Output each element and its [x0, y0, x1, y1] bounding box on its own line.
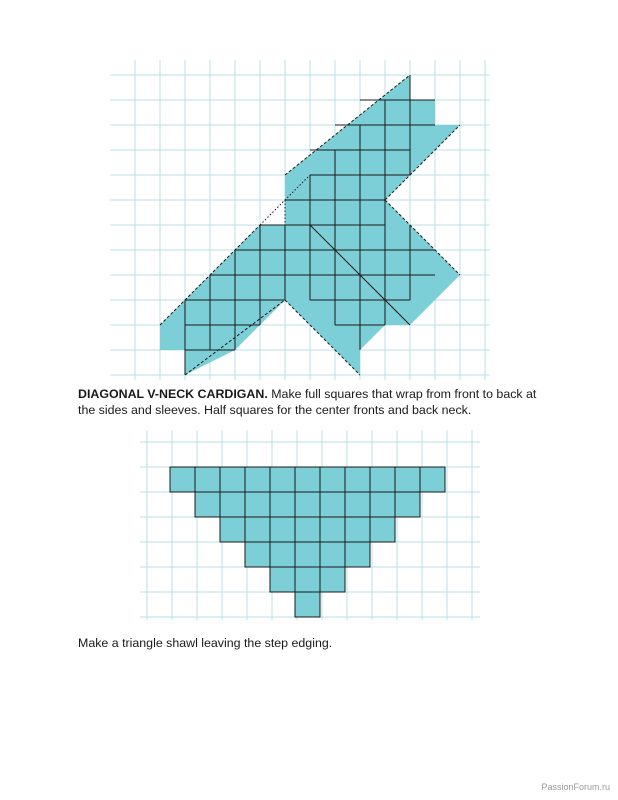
cardigan-caption — [78, 386, 538, 418]
watermark: PassionForum.ru — [541, 782, 610, 792]
cardigan-caption-body: Make full squares that wrap from front to back at the sides and sleeves. Half squares for the center fronts and back neck. — [78, 387, 537, 417]
cardigan-diagram — [110, 60, 490, 380]
cardigan-caption-title: DIAGONAL V-NECK CARDIGAN. — [78, 387, 268, 401]
shawl-caption: Make a triangle shawl leaving the step edging. — [78, 636, 333, 650]
shawl-diagram — [140, 430, 480, 620]
